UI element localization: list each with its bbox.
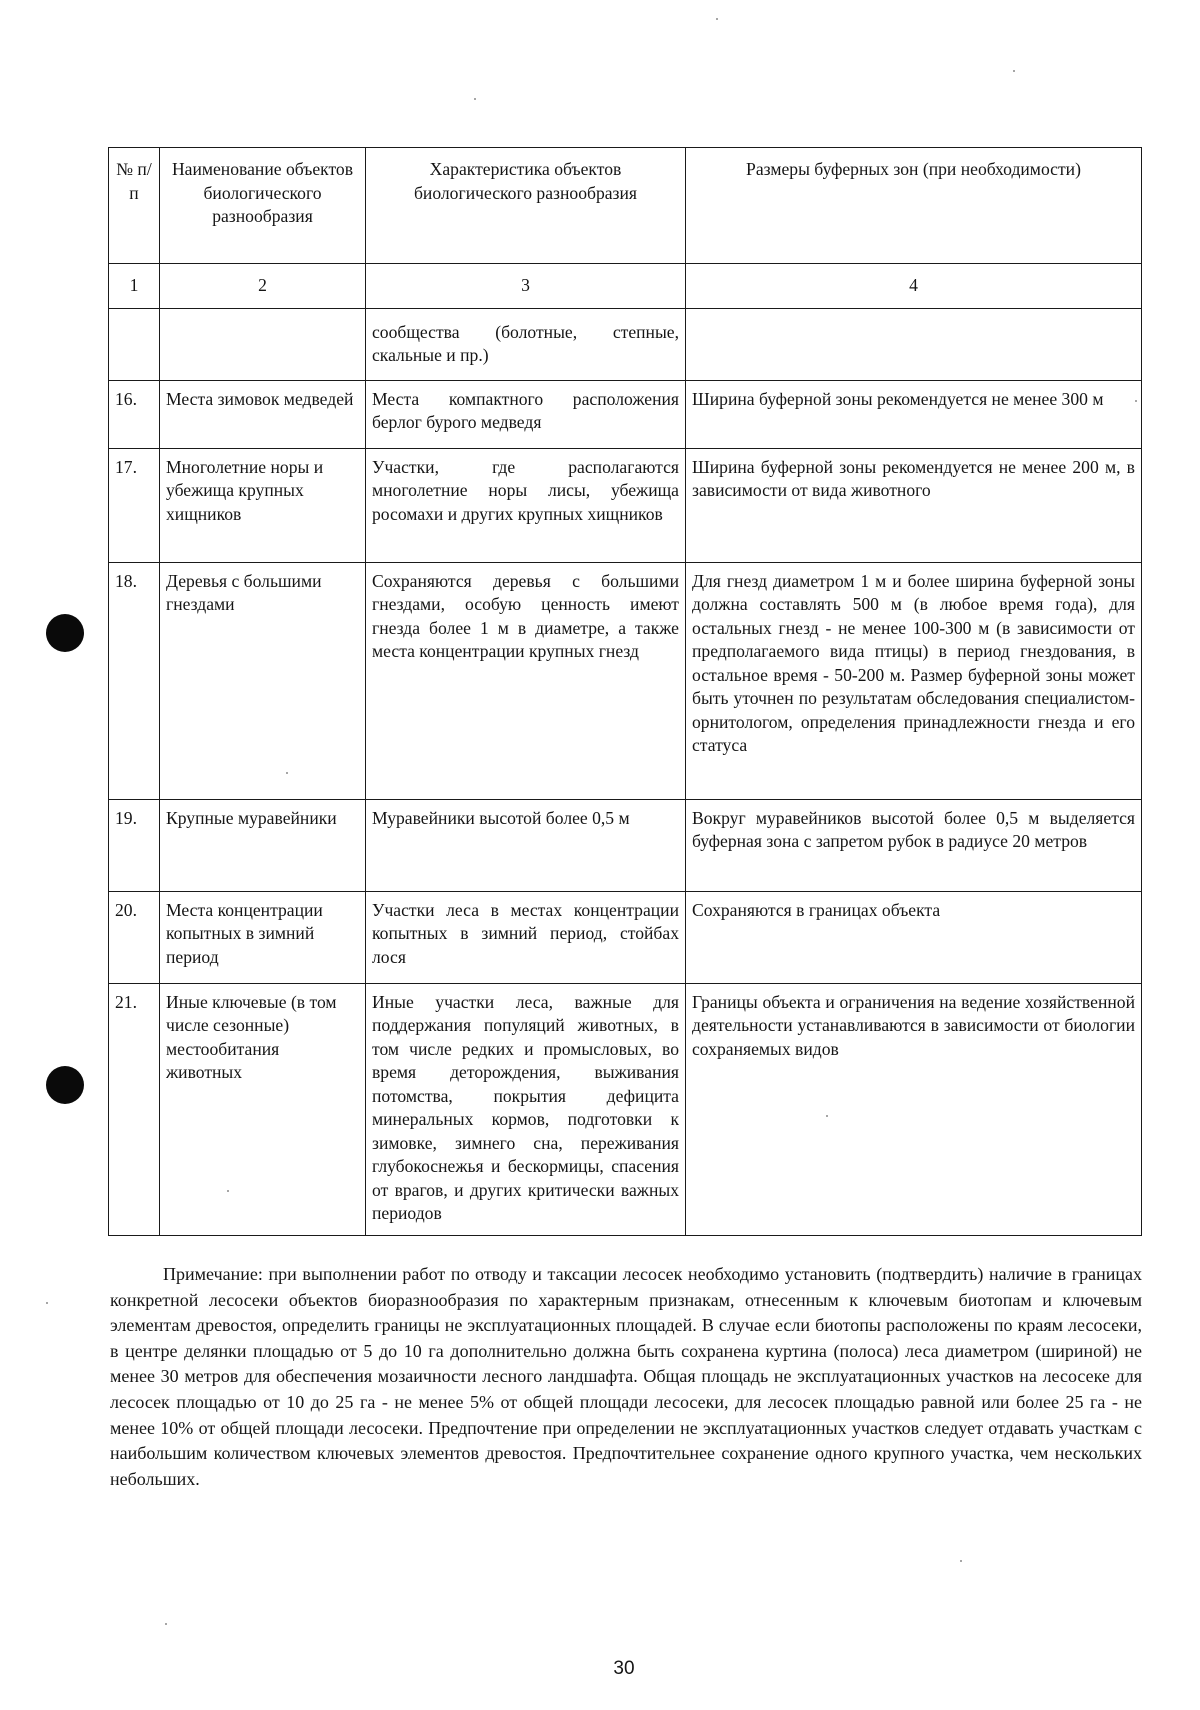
row-number: 19.: [109, 799, 160, 891]
punch-hole-top: [46, 614, 84, 652]
scan-speck: [165, 1623, 167, 1625]
note-paragraph: Примечание: при выполнении работ по отводу и таксации лесосек необходимо установить (подтвердить) наличие в границах конкретной лесосеки объектов биоразнообразия по характерным признакам, отнесенным к ключевым биотопам и ключевым элементам древостоя, определить границы не эксплуатационных площадей. В случае если биотопы расположены по краям лесосеки, в центре делянки площадью от 5 до 10 га дополнительно должна быть сохранена куртина (полоса) леса диаметром (шириной) не менее 30 метров для обеспечения мозаичности лесного ландшафта. Общая площадь не эксплуатационных участков на лесосеке для лесосек площадью от 10 до 25 га - не менее 5% от общей площади лесосеки, для лесосек площадью равной или более 25 га - не менее 10% от общей площади лесосеки. Предпочтение при определении не эксплуатационных участков следует отдавать участкам с наибольшим количеством ключевых элементов древостоя. Предпочтительнее сохранение одного крупного участка, чем нескольких небольших.: [110, 1264, 1142, 1489]
row-buffer: Сохраняются в границах объекта: [686, 891, 1142, 983]
scan-speck: [46, 1302, 48, 1304]
row-number: 21.: [109, 983, 160, 1235]
row-name: Места зимовок медведей: [160, 380, 366, 448]
row-number: 18.: [109, 562, 160, 799]
row-characteristic: Иные участки леса, важные для поддержания популяций животных, в том числе редких и промысловых, во время деторождения, выживания потомства, покрытия дефицита минеральных кормов, подготовки к зимовке, зимнего сна, переживания глубокоснежья и бескормицы, спасения от врагов, и других критически важных периодов: [366, 983, 686, 1235]
row-buffer: Ширина буферной зоны рекомендуется не менее 200 м, в зависимости от вида животного: [686, 448, 1142, 562]
column-number: 4: [686, 264, 1142, 309]
table-row: [109, 380, 1142, 448]
column-number: 3: [366, 264, 686, 309]
table-row: [109, 983, 1142, 1235]
table-header-row: [109, 148, 1142, 264]
scan-speck: [1013, 70, 1015, 72]
table-row: [109, 448, 1142, 562]
row-characteristic: Сохраняются деревья с большими гнездами, особую ценность имеют гнезда более 1 м в диаметре, а также места концентрации крупных гнезд: [366, 562, 686, 799]
row-characteristic: сообщества (болотные, степные, скальные и пр.): [366, 308, 686, 380]
page-number: 30: [613, 1658, 635, 1679]
row-buffer: Для гнезд диаметром 1 м и более ширина буферной зоны должна составлять 500 м (в любое время года), для остальных гнезд - не менее 100-300 м (в зависимости от предполагаемого вида птицы) в период гнездования, в остальное время - 50-200 м. Размер буферной зоны может быть уточнен по результатам обследования специалистом-орнитологом, определения принадлежности гнезда и его статуса: [686, 562, 1142, 799]
row-name: Деревья с большими гнездами: [160, 562, 366, 799]
table-row: [109, 562, 1142, 799]
header-name: Наименование объектов биологического разнообразия: [160, 148, 366, 264]
row-number: 20.: [109, 891, 160, 983]
column-number-row: [109, 264, 1142, 309]
row-buffer: Ширина буферной зоны рекомендуется не менее 300 м: [686, 380, 1142, 448]
row-number: 16.: [109, 380, 160, 448]
row-name: Иные ключевые (в том числе сезонные) местообитания животных: [160, 983, 366, 1235]
row-buffer: Вокруг муравейников высотой более 0,5 м выделяется буферная зона с запретом рубок в радиусе 20 метров: [686, 799, 1142, 891]
column-number: 1: [109, 264, 160, 309]
header-buffer-size: Размеры буферных зон (при необходимости): [686, 148, 1142, 264]
header-characteristic: Характеристика объектов биологического разнообразия: [366, 148, 686, 264]
row-number: [109, 308, 160, 380]
row-characteristic: Места компактного расположения берлог бурого медведя: [366, 380, 686, 448]
row-name: Многолетние норы и убежища крупных хищников: [160, 448, 366, 562]
header-number: № п/п: [109, 148, 160, 264]
biodiversity-table: [108, 147, 1142, 1236]
punch-hole-bottom: [46, 1066, 84, 1104]
row-buffer: [686, 308, 1142, 380]
scan-speck: [960, 1560, 962, 1562]
row-buffer: Границы объекта и ограничения на ведение хозяйственной деятельности устанавливаются в зависимости от биологии сохраняемых видов: [686, 983, 1142, 1235]
scan-speck: [474, 98, 476, 100]
row-name: Места концентрации копытных в зимний период: [160, 891, 366, 983]
row-characteristic: Муравейники высотой более 0,5 м: [366, 799, 686, 891]
scan-speck: [716, 18, 718, 20]
column-number: 2: [160, 264, 366, 309]
table-row: [109, 799, 1142, 891]
row-name: Крупные муравейники: [160, 799, 366, 891]
row-number: 17.: [109, 448, 160, 562]
row-characteristic: Участки леса в местах концентрации копытных в зимний период, стойбах лося: [366, 891, 686, 983]
row-characteristic: Участки, где располагаются многолетние норы лисы, убежища росомахи и других крупных хищников: [366, 448, 686, 562]
row-name: [160, 308, 366, 380]
table-row: [109, 891, 1142, 983]
table-row: [109, 308, 1142, 380]
